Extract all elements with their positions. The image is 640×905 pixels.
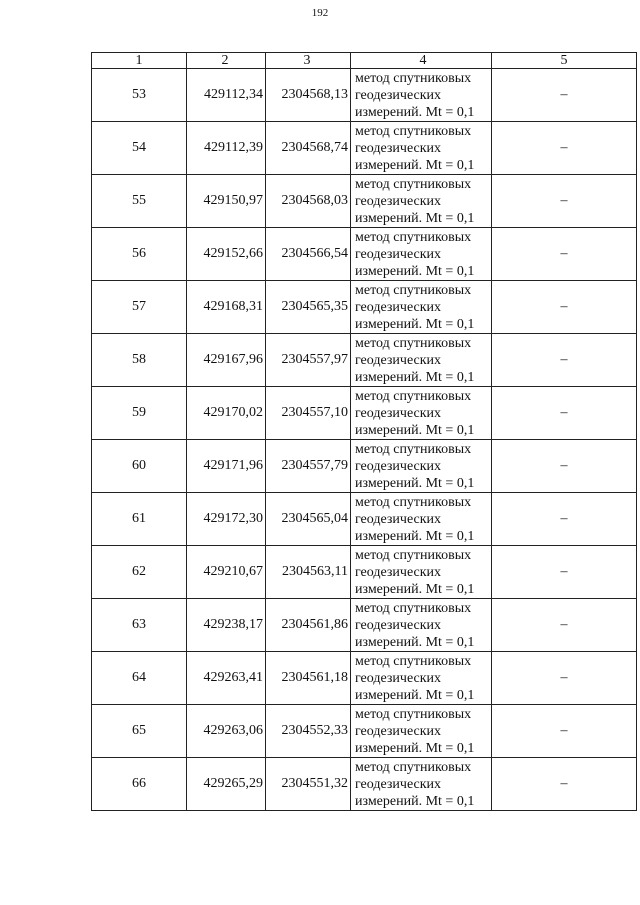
method-line: геодезических: [355, 405, 442, 421]
method-line: метод спутниковых: [355, 388, 472, 404]
x-coordinate-cell: 429263,06: [187, 705, 266, 758]
x-coordinate-cell: 429210,67: [187, 546, 266, 599]
y-coordinate-cell: 2304563,11: [266, 546, 351, 599]
point-number-cell: 55: [92, 175, 187, 228]
x-coordinate-cell: 429112,39: [187, 122, 266, 175]
method-line: метод спутниковых: [355, 441, 472, 457]
point-number-cell: 60: [92, 440, 187, 493]
point-number-cell: 59: [92, 387, 187, 440]
point-number-cell: 58: [92, 334, 187, 387]
method-cell: [351, 440, 492, 493]
method-cell: [351, 69, 492, 122]
method-line: метод спутниковых: [355, 229, 472, 245]
method-line: метод спутниковых: [355, 176, 472, 192]
note-cell: –: [492, 175, 637, 228]
point-number-cell: 65: [92, 705, 187, 758]
coordinates-table: [91, 52, 637, 811]
note-cell: –: [492, 334, 637, 387]
method-line: геодезических: [355, 776, 442, 792]
method-line: геодезических: [355, 617, 442, 633]
y-coordinate-cell: 2304557,97: [266, 334, 351, 387]
method-line: геодезических: [355, 723, 442, 739]
note-cell: –: [492, 546, 637, 599]
table-row: [92, 493, 637, 546]
method-line: измерений. Mt = 0,1: [355, 581, 475, 597]
method-line: метод спутниковых: [355, 706, 472, 722]
method-line: геодезических: [355, 299, 442, 315]
method-line: метод спутниковых: [355, 759, 472, 775]
note-cell: –: [492, 440, 637, 493]
note-cell: –: [492, 758, 637, 811]
method-cell: [351, 599, 492, 652]
x-coordinate-cell: 429167,96: [187, 334, 266, 387]
method-line: метод спутниковых: [355, 123, 472, 139]
method-cell: [351, 652, 492, 705]
table-header-row: [92, 53, 637, 69]
method-cell: [351, 493, 492, 546]
method-line: измерений. Mt = 0,1: [355, 316, 475, 332]
method-line: метод спутниковых: [355, 335, 472, 351]
point-number-cell: 56: [92, 228, 187, 281]
method-line: геодезических: [355, 87, 442, 103]
method-line: геодезических: [355, 458, 442, 474]
method-line: метод спутниковых: [355, 653, 472, 669]
column-header-5: 5: [492, 53, 637, 69]
note-cell: –: [492, 228, 637, 281]
y-coordinate-cell: 2304557,10: [266, 387, 351, 440]
method-cell: [351, 387, 492, 440]
method-line: измерений. Mt = 0,1: [355, 687, 475, 703]
column-header-1: 1: [92, 53, 187, 69]
method-cell: [351, 758, 492, 811]
y-coordinate-cell: 2304568,13: [266, 69, 351, 122]
method-line: метод спутниковых: [355, 600, 472, 616]
method-line: метод спутниковых: [355, 547, 472, 563]
method-line: геодезических: [355, 246, 442, 262]
note-cell: –: [492, 281, 637, 334]
point-number-cell: 61: [92, 493, 187, 546]
method-line: измерений. Mt = 0,1: [355, 475, 475, 491]
table-row: [92, 175, 637, 228]
method-line: геодезических: [355, 670, 442, 686]
note-cell: –: [492, 69, 637, 122]
y-coordinate-cell: 2304565,35: [266, 281, 351, 334]
method-line: метод спутниковых: [355, 282, 472, 298]
method-line: измерений. Mt = 0,1: [355, 740, 475, 756]
method-line: геодезических: [355, 564, 442, 580]
table-row: [92, 440, 637, 493]
method-line: измерений. Mt = 0,1: [355, 104, 475, 120]
table-row: [92, 652, 637, 705]
note-cell: –: [492, 493, 637, 546]
note-cell: –: [492, 652, 637, 705]
table-row: [92, 334, 637, 387]
x-coordinate-cell: 429170,02: [187, 387, 266, 440]
y-coordinate-cell: 2304568,03: [266, 175, 351, 228]
x-coordinate-cell: 429171,96: [187, 440, 266, 493]
table-row: [92, 387, 637, 440]
method-cell: [351, 705, 492, 758]
page-number: 192: [311, 7, 329, 19]
point-number-cell: 53: [92, 69, 187, 122]
point-number-cell: 57: [92, 281, 187, 334]
table-row: [92, 228, 637, 281]
note-cell: –: [492, 122, 637, 175]
table-body: [92, 69, 637, 811]
table-row: [92, 546, 637, 599]
y-coordinate-cell: 2304568,74: [266, 122, 351, 175]
table-row: [92, 122, 637, 175]
y-coordinate-cell: 2304557,79: [266, 440, 351, 493]
method-line: измерений. Mt = 0,1: [355, 634, 475, 650]
x-coordinate-cell: 429152,66: [187, 228, 266, 281]
y-coordinate-cell: 2304566,54: [266, 228, 351, 281]
method-line: геодезических: [355, 352, 442, 368]
point-number-cell: 64: [92, 652, 187, 705]
x-coordinate-cell: 429172,30: [187, 493, 266, 546]
x-coordinate-cell: 429265,29: [187, 758, 266, 811]
column-header-2: 2: [187, 53, 266, 69]
table-row: [92, 705, 637, 758]
table-row: [92, 758, 637, 811]
x-coordinate-cell: 429263,41: [187, 652, 266, 705]
note-cell: –: [492, 387, 637, 440]
y-coordinate-cell: 2304561,86: [266, 599, 351, 652]
point-number-cell: 63: [92, 599, 187, 652]
x-coordinate-cell: 429150,97: [187, 175, 266, 228]
column-header-4: 4: [351, 53, 492, 69]
method-cell: [351, 228, 492, 281]
method-line: измерений. Mt = 0,1: [355, 793, 475, 809]
table-row: [92, 281, 637, 334]
method-line: измерений. Mt = 0,1: [355, 263, 475, 279]
method-cell: [351, 334, 492, 387]
x-coordinate-cell: 429238,17: [187, 599, 266, 652]
x-coordinate-cell: 429168,31: [187, 281, 266, 334]
method-cell: [351, 281, 492, 334]
point-number-cell: 66: [92, 758, 187, 811]
note-cell: –: [492, 705, 637, 758]
method-line: геодезических: [355, 140, 442, 156]
point-number-cell: 62: [92, 546, 187, 599]
table-row: [92, 599, 637, 652]
method-cell: [351, 175, 492, 228]
method-cell: [351, 546, 492, 599]
y-coordinate-cell: 2304565,04: [266, 493, 351, 546]
method-line: измерений. Mt = 0,1: [355, 528, 475, 544]
method-line: измерений. Mt = 0,1: [355, 369, 475, 385]
y-coordinate-cell: 2304551,32: [266, 758, 351, 811]
method-line: метод спутниковых: [355, 70, 472, 86]
column-header-3: 3: [266, 53, 351, 69]
method-line: геодезических: [355, 193, 442, 209]
table-row: [92, 69, 637, 122]
method-line: измерений. Mt = 0,1: [355, 210, 475, 226]
point-number-cell: 54: [92, 122, 187, 175]
method-line: геодезических: [355, 511, 442, 527]
x-coordinate-cell: 429112,34: [187, 69, 266, 122]
y-coordinate-cell: 2304561,18: [266, 652, 351, 705]
y-coordinate-cell: 2304552,33: [266, 705, 351, 758]
method-line: измерений. Mt = 0,1: [355, 422, 475, 438]
method-cell: [351, 122, 492, 175]
note-cell: –: [492, 599, 637, 652]
method-line: метод спутниковых: [355, 494, 472, 510]
method-line: измерений. Mt = 0,1: [355, 157, 475, 173]
